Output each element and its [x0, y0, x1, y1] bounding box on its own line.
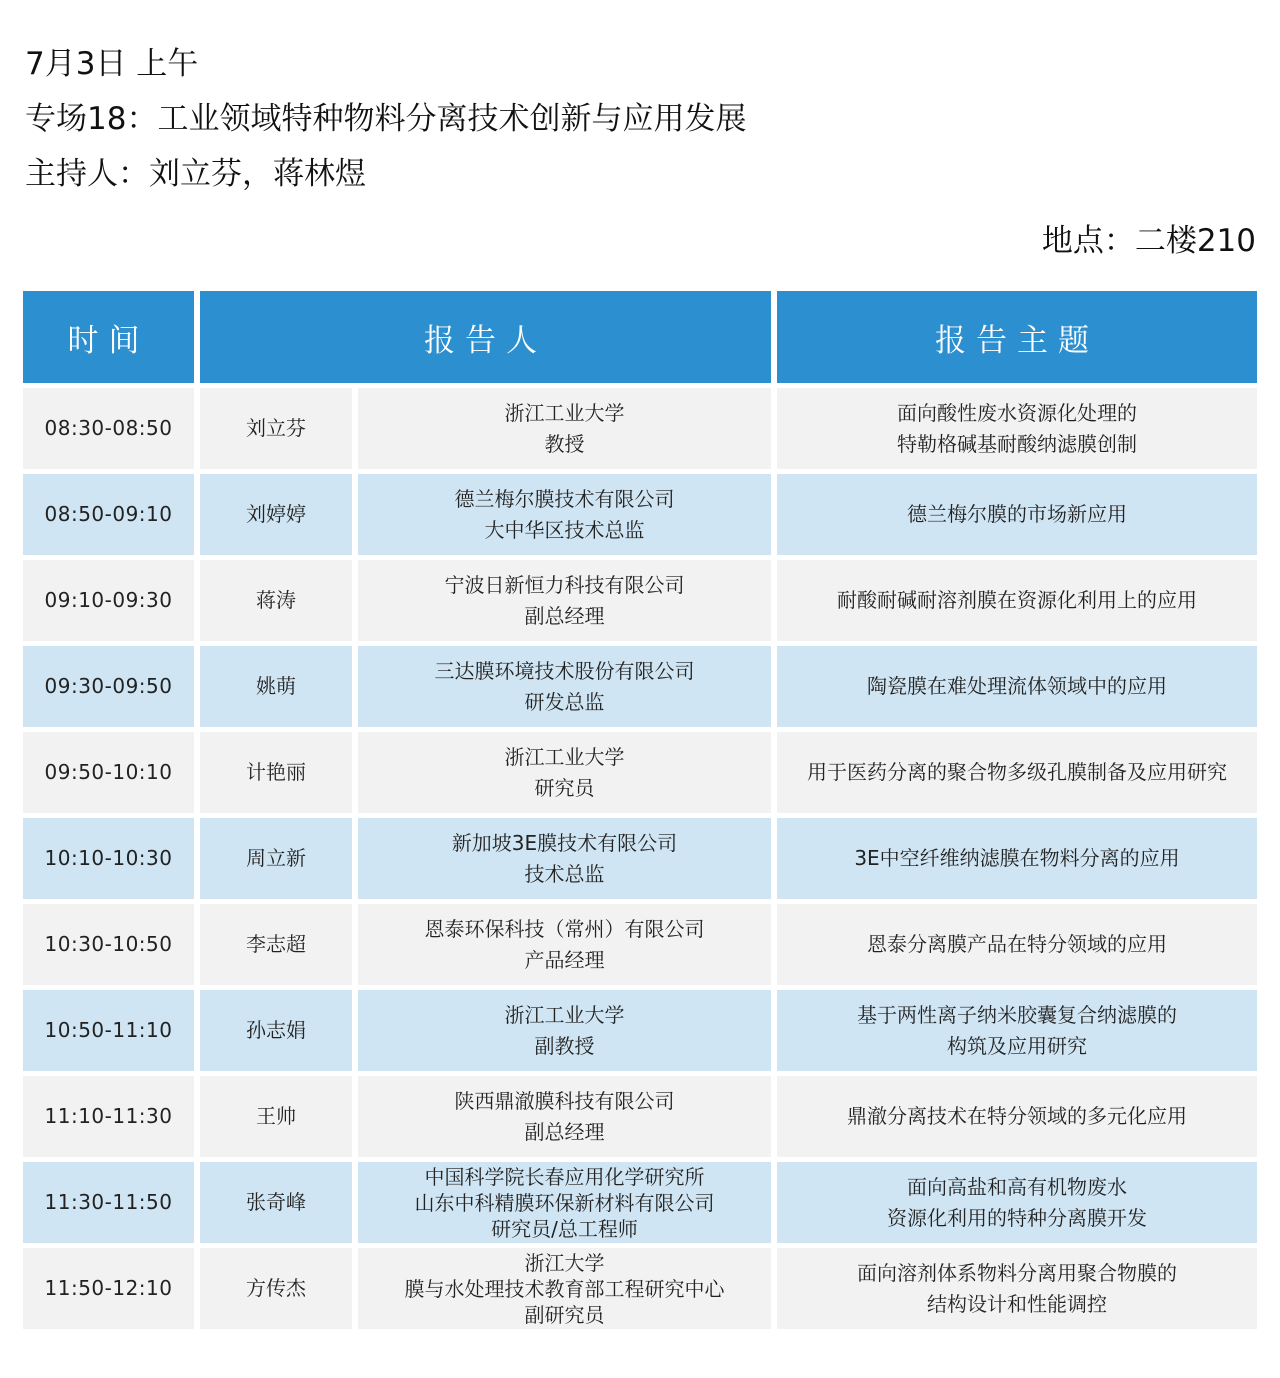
- table-row: [23, 990, 1257, 1071]
- affiliation-cell: [358, 388, 771, 469]
- table-row: [23, 1248, 1257, 1329]
- table-row: [23, 732, 1257, 813]
- topic-cell: [777, 474, 1257, 555]
- affiliation-cell-line: 产品经理: [524, 947, 605, 972]
- affiliation-cell-line: 陕西鼎澈膜科技有限公司: [454, 1088, 675, 1113]
- speaker-name-cell: 方传杰: [200, 1248, 352, 1329]
- topic-cell-line: 耐酸耐碱耐溶剂膜在资源化利用上的应用: [837, 588, 1197, 612]
- topic-cell: [777, 732, 1257, 813]
- topic-cell-line: 3E中空纤维纳滤膜在物料分离的应用: [854, 846, 1180, 870]
- affiliation-cell-line: 三达膜环境技术股份有限公司: [434, 658, 695, 683]
- topic-cell: [777, 1248, 1257, 1329]
- topic-cell-line: 构筑及应用研究: [947, 1033, 1087, 1058]
- column-header-topic: 报告主题: [777, 291, 1257, 383]
- topic-cell-line: 鼎澈分离技术在特分领域的多元化应用: [847, 1104, 1187, 1128]
- affiliation-cell-line: 副研究员: [524, 1302, 605, 1327]
- affiliation-cell-line: 浙江工业大学: [504, 744, 625, 769]
- time-cell: 09:30-09:50: [23, 646, 194, 727]
- session-location: 地点：二楼210: [1041, 223, 1256, 259]
- topic-cell: [777, 904, 1257, 985]
- schedule-table: [23, 291, 1257, 1334]
- affiliation-cell: [358, 560, 771, 641]
- speaker-name-cell: 姚萌: [200, 646, 352, 727]
- session-title: 专场18：工业领域特种物料分离技术创新与应用发展: [25, 101, 747, 137]
- table-row: [23, 388, 1257, 469]
- time-cell: 08:50-09:10: [23, 474, 194, 555]
- time-cell: 09:50-10:10: [23, 732, 194, 813]
- affiliation-cell-line: 恩泰环保科技（常州）有限公司: [424, 916, 705, 941]
- topic-cell-line: 面向酸性废水资源化处理的: [897, 400, 1137, 425]
- affiliation-cell-line: 新加坡3E膜技术有限公司: [451, 830, 678, 855]
- topic-cell-line: 用于医药分离的聚合物多级孔膜制备及应用研究: [807, 760, 1227, 784]
- affiliation-cell-line: 大中华区技术总监: [484, 517, 645, 542]
- speaker-name-cell: 刘立芬: [200, 388, 352, 469]
- time-cell: 10:10-10:30: [23, 818, 194, 899]
- topic-cell: [777, 1076, 1257, 1157]
- topic-cell-line: 德兰梅尔膜的市场新应用: [907, 502, 1127, 526]
- topic-cell-line: 恩泰分离膜产品在特分领域的应用: [867, 932, 1167, 956]
- speaker-name-cell: 计艳丽: [200, 732, 352, 813]
- time-cell: 11:50-12:10: [23, 1248, 194, 1329]
- speaker-name-cell: 刘婷婷: [200, 474, 352, 555]
- affiliation-cell-line: 研发总监: [524, 689, 605, 714]
- topic-cell: [777, 560, 1257, 641]
- session-hosts: 主持人：刘立芬，蒋林煜: [25, 156, 366, 192]
- affiliation-cell: [358, 1248, 771, 1329]
- affiliation-cell-line: 宁波日新恒力科技有限公司: [444, 572, 685, 597]
- speaker-name-cell: 周立新: [200, 818, 352, 899]
- table-row: [23, 818, 1257, 899]
- topic-cell: [777, 388, 1257, 469]
- affiliation-cell: [358, 1076, 771, 1157]
- affiliation-cell: [358, 732, 771, 813]
- topic-cell-line: 面向高盐和高有机物废水: [907, 1174, 1127, 1199]
- table-row: [23, 904, 1257, 985]
- affiliation-cell-line: 副总经理: [524, 1119, 605, 1144]
- time-cell: 09:10-09:30: [23, 560, 194, 641]
- table-row: [23, 1162, 1257, 1243]
- table-row: [23, 646, 1257, 727]
- speaker-name-cell: 孙志娟: [200, 990, 352, 1071]
- affiliation-cell: [358, 474, 771, 555]
- time-cell: 10:30-10:50: [23, 904, 194, 985]
- topic-cell-line: 面向溶剂体系物料分离用聚合物膜的: [857, 1260, 1177, 1285]
- table-header: [23, 291, 1257, 383]
- column-header-speaker: 报告人: [200, 291, 771, 383]
- table-row: [23, 560, 1257, 641]
- affiliation-cell-line: 研究员/总工程师: [491, 1216, 638, 1241]
- affiliation-cell: [358, 904, 771, 985]
- speaker-name-cell: 李志超: [200, 904, 352, 985]
- affiliation-cell-line: 副总经理: [524, 603, 605, 628]
- affiliation-cell-line: 浙江大学: [524, 1250, 605, 1275]
- topic-cell: [777, 990, 1257, 1071]
- affiliation-cell-line: 技术总监: [524, 861, 605, 886]
- column-header-time: 时间: [23, 291, 194, 383]
- time-cell: 08:30-08:50: [23, 388, 194, 469]
- time-cell: 11:10-11:30: [23, 1076, 194, 1157]
- speaker-name-cell: 蒋涛: [200, 560, 352, 641]
- table-body: [23, 388, 1257, 1329]
- topic-cell: [777, 646, 1257, 727]
- topic-cell-line: 资源化利用的特种分离膜开发: [887, 1205, 1147, 1230]
- affiliation-cell: [358, 1162, 771, 1243]
- topic-cell-line: 陶瓷膜在难处理流体领域中的应用: [867, 674, 1167, 698]
- affiliation-cell: [358, 646, 771, 727]
- affiliation-cell-line: 德兰梅尔膜技术有限公司: [454, 486, 675, 511]
- affiliation-cell-line: 浙江工业大学: [504, 400, 625, 425]
- table-row: [23, 1076, 1257, 1157]
- affiliation-cell-line: 副教授: [534, 1033, 595, 1058]
- topic-cell-line: 基于两性离子纳米胶囊复合纳滤膜的: [857, 1002, 1177, 1027]
- affiliation-cell-line: 教授: [544, 431, 585, 456]
- topic-cell-line: 特勒格碱基耐酸纳滤膜创制: [897, 431, 1137, 456]
- affiliation-cell-line: 山东中科精膜环保新材料有限公司: [414, 1190, 715, 1215]
- affiliation-cell-line: 中国科学院长春应用化学研究所: [424, 1164, 705, 1189]
- topic-cell-line: 结构设计和性能调控: [927, 1291, 1107, 1316]
- topic-cell: [777, 1162, 1257, 1243]
- speaker-name-cell: 张奇峰: [200, 1162, 352, 1243]
- affiliation-cell: [358, 818, 771, 899]
- affiliation-cell-line: 研究员: [534, 775, 595, 800]
- time-cell: 11:30-11:50: [23, 1162, 194, 1243]
- affiliation-cell-line: 膜与水处理技术教育部工程研究中心: [404, 1276, 725, 1301]
- table-row: [23, 474, 1257, 555]
- topic-cell: [777, 818, 1257, 899]
- time-cell: 10:50-11:10: [23, 990, 194, 1071]
- affiliation-cell-line: 浙江工业大学: [504, 1002, 625, 1027]
- speaker-name-cell: 王帅: [200, 1076, 352, 1157]
- affiliation-cell: [358, 990, 771, 1071]
- session-date: 7月3日 上午: [25, 46, 199, 82]
